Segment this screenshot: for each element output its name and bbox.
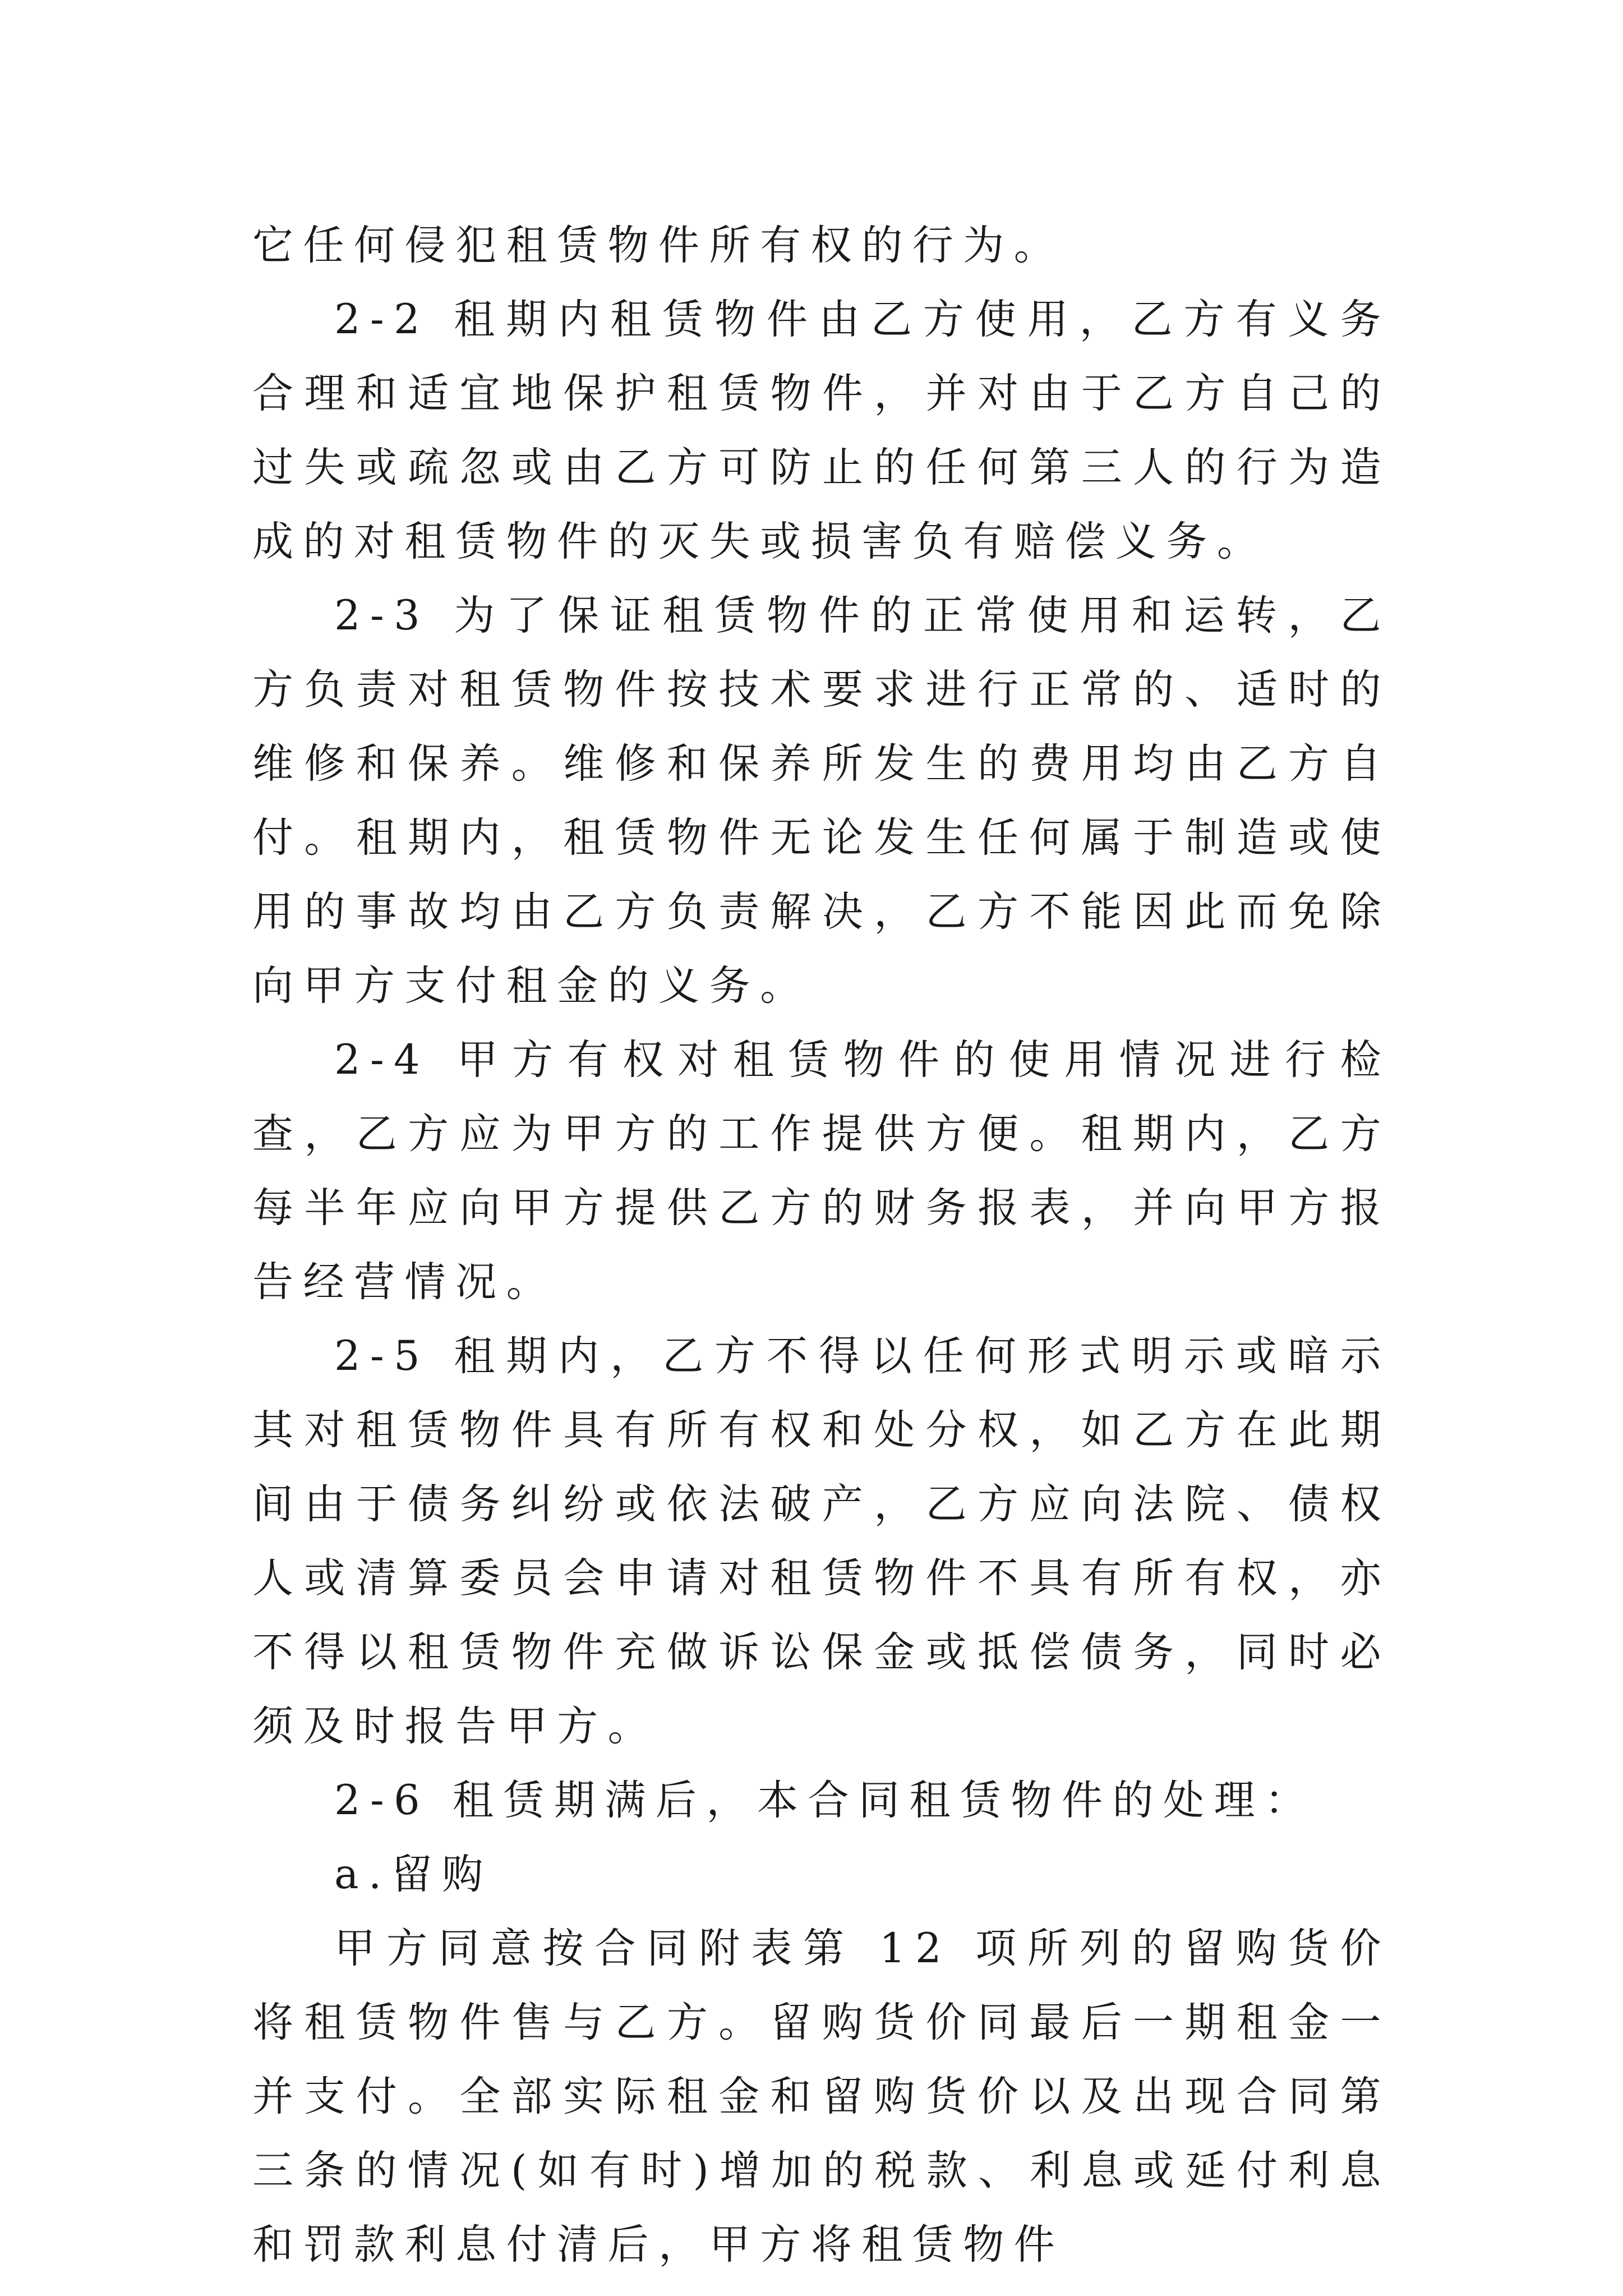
paragraph-item-a: a.留购 xyxy=(334,1851,493,1898)
paragraph-clause-2-6: 2-6 租赁期满后，本合同租赁物件的处理： xyxy=(334,1777,1316,1824)
paragraph-clause-2-3: 2-3 为了保证租赁物件的正常使用和运转，乙方负责对租赁物件按技术要求进行正常的、适时的维修和保养。维修和保养所发生的费用均由乙方自付。租期内，租赁物件无论发生任何属于制造或使用的事故均由乙方负责解决，乙方不能因此而免除向甲方支付租金的义务。 xyxy=(252,592,1391,1010)
paragraph-clause-2-4: 2-4 甲方有权对租赁物件的使用情况进行检查，乙方应为甲方的工作提供方便。租期内，乙方每半年应向甲方提供乙方的财务报表，并向甲方报告经营情况。 xyxy=(252,1036,1391,1306)
document-body xyxy=(252,209,1391,2282)
paragraph-purchase-terms: 甲方同意按合同附表第 12 项所列的留购货价将租赁物件售与乙方。留购货价同最后一期租金一并支付。全部实际租金和留购货价以及出现合同第三条的情况(如有时)增加的税款、利息或延付利息和罚款利息付清后，甲方将租赁物件 xyxy=(252,1925,1391,2269)
paragraph-continuation: 它任何侵犯租赁物件所有权的行为。 xyxy=(252,222,1065,269)
paragraph-clause-2-2: 2-2 租期内租赁物件由乙方使用，乙方有义务合理和适宜地保护租赁物件，并对由于乙方自己的过失或疏忽或由乙方可防止的任何第三人的行为造成的对租赁物件的灭失或损害负有赔偿义务。 xyxy=(252,296,1391,565)
paragraph-clause-2-5: 2-5 租期内，乙方不得以任何形式明示或暗示其对租赁物件具有所有权和处分权，如乙方在此期间由于债务纠纷或依法破产，乙方应向法院、债权人或清算委员会申请对租赁物件不具有所有权，亦不得以租赁物件充做诉讼保金或抵偿债务，同时必须及时报告甲方。 xyxy=(252,1332,1391,1750)
